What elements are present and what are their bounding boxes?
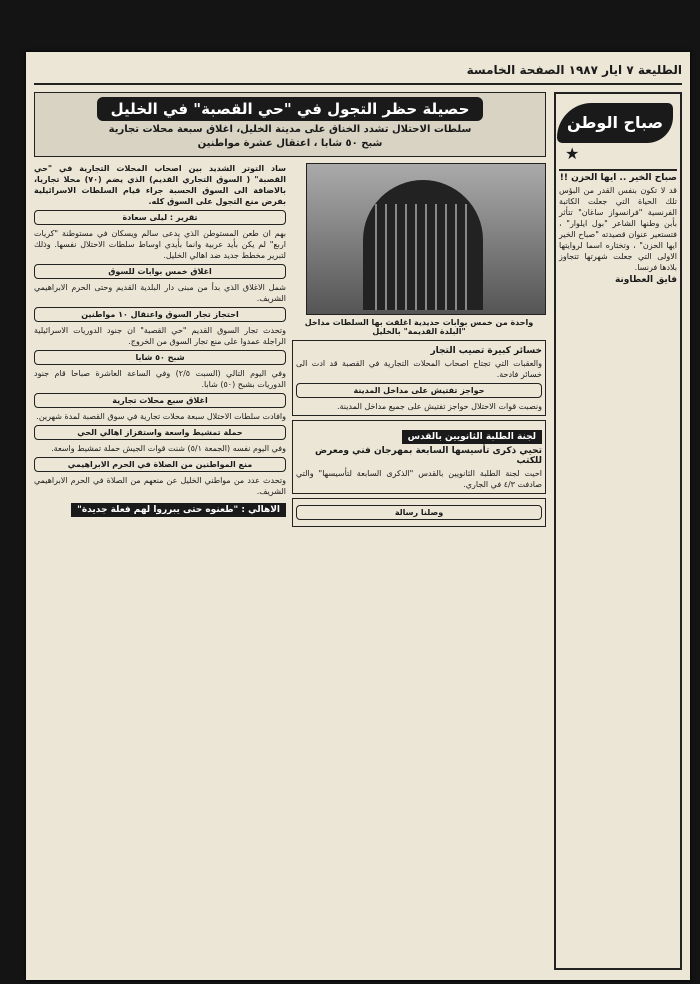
gate-photo <box>306 163 546 315</box>
text-columns <box>34 163 286 527</box>
newspaper-page <box>26 52 690 980</box>
headline-box <box>34 92 546 157</box>
students-head: لجنة الطلبة الثانويين بالقدس <box>402 430 542 444</box>
section-head: اغلاق خمس بوابات للسوق <box>34 264 286 279</box>
column-body: قد لا تكون بنفس القدر من البؤس تلك الحياة التي جعلت الكاتبة الفرنسية "فرانسواز ساغان" تتأثر بأبن وطنها الشاعر "بول ايلوار" ، فتستعير عنوان قصيدته "صباح الخير ايها الحزن" ، وتختاره اسما لروايتها الاولى التي جعلت شهرتها تتجاوز بلادها فرنسا. <box>559 186 677 272</box>
checkpoints-head: حواجز تفتيش على مداخل المدينة <box>296 383 542 398</box>
checkpoints-body: ونصبت قوات الاحتلال حواجز تفتيش على جميع مداخل المدينة. <box>336 402 542 411</box>
section-body: وفي اليوم التالي (السبت ٢/٥) وفي الساعة العاشرة صباحا قام جنود الدوريات بشبح (٥٠) شابا. <box>34 369 286 389</box>
section-head: منع المواطنين من الصلاة في الحرم الابراهيمي <box>34 457 286 472</box>
star-icon: ★ <box>565 144 580 163</box>
section-head: احتجاز تجار السوق واعتقال ١٠ مواطنين <box>34 307 286 322</box>
subheadline-1: سلطات الاحتلال تشدد الخناق على مدينة الخليل، اغلاق سبعة محلات تجارية <box>108 124 472 135</box>
column-logo <box>559 97 677 171</box>
cartoon-box <box>292 498 546 527</box>
section-head: اغلاق سبع محلات تجارية <box>34 393 286 408</box>
cartoon-caption: وصلنا رسالة <box>296 505 542 520</box>
main-article <box>34 92 546 970</box>
column-signature: فايق العطاونة <box>614 275 677 285</box>
lead-paragraph: ساد التوتر الشديد بين اصحاب المحلات التجارية في "حي القصبة" ( السوق التجاري القديم) الذي يضم (٧٠) محلا تجاريا، بالاضافة الى السوق الحسبة جراء قيام السلطات الاسرائيلية بفرض منع التجول على السوق كله. <box>34 164 286 206</box>
students-sub: تحيي ذكرى تأسيسها السابعة بمهرجان فني ومعرض للكتب <box>315 446 542 466</box>
photo-caption: واحدة من خمس بوابات حديدية اغلقت بها السلطات مداخل "البلدة القديمة" بالخليل <box>304 318 534 336</box>
report-body: بهم ان طعن المستوطن الذي يدعى سالم ويسكان في مستوطنة "كريات اربع" لم يكن بأيد عربية وانما بأيدي اوساط سلطات الاحتلال نفسها. وذلك لتبرير مخطط جديد ضد اهالي الخليل. <box>34 229 286 260</box>
left-block <box>292 163 546 527</box>
merchant-box <box>292 340 546 416</box>
students-box <box>292 420 546 494</box>
headline: حصيلة حظر التجول في "حي القصبة" في الخليل <box>97 97 484 121</box>
quote-box: الاهالي : "طعنوه حتى يبرروا لهم فعلة جديدة" <box>71 503 286 517</box>
merchant-body: والعقبات التي تجتاح اصحاب المحلات التجارية في القصبة قد ادت الى خسائر فادحة. <box>296 359 542 379</box>
page-folio <box>34 58 682 82</box>
section-head: شبح ٥٠ شابا <box>34 350 286 365</box>
folio-date: الطليعة ٧ ايار ١٩٨٧ الصفحة الخامسة <box>466 63 682 77</box>
section-body: وتحدث عدد من مواطني الخليل عن منعهم من الصلاة في الحرم الابراهيمي الشريف. <box>34 476 286 496</box>
merchant-head: خسائر كبيرة تصيب التجار <box>430 346 542 356</box>
section-head: حملة تمشيط واسعة واستفزاز اهالي الحي <box>34 425 286 440</box>
morning-homeland-column <box>554 92 682 970</box>
section-body: شمل الاغلاق الذي بدأ من مبنى دار البلدية القديم وحتى الحرم الابراهيمي الشريف. <box>34 283 286 303</box>
section-body: وتحدث تجار السوق القديم "حي القصبة" ان جنود الدوريات الاسرائيلية الراجلة عمدوا على منع تجار السوق من الخروج. <box>34 326 286 346</box>
section-body: وافادت سلطات الاحتلال سبعة محلات تجارية في سوق القصبة لمدة شهرين. <box>36 412 286 421</box>
section-body: وفي اليوم نفسه (الجمعة ٥/١) شنت قوات الجيش حملة تمشيط واسعة. <box>51 444 286 453</box>
column-greeting: صباح الخير .. ايها الحزن !! <box>559 173 677 183</box>
report-byline: تقرير : ليلى سعادة <box>34 210 286 225</box>
subheadline-2: شبح ٥٠ شابا ، اعتقال عشرة مواطنين <box>197 138 383 149</box>
logo-banner: صباح الوطن <box>557 103 673 143</box>
students-body: احيت لجنة الطلبة الثانويين بالقدس "الذكرى السابعة لتأسيسها" والتي صادفت ٤/٣ في الجاري. <box>296 469 542 489</box>
